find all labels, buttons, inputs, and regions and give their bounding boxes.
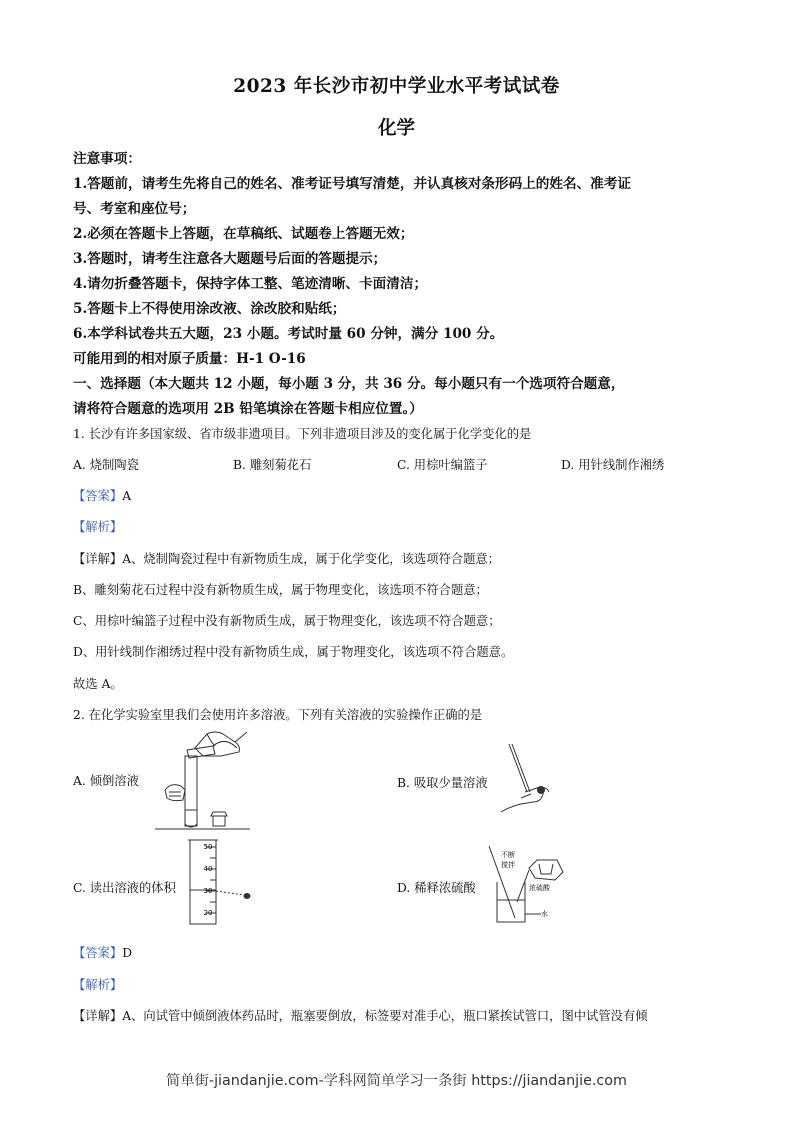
exam-title: 2023 年长沙市初中学业水平考试试卷 [233, 76, 560, 97]
answer-tag: 【答案】 [73, 489, 123, 503]
q1-option-d: D. 用针线制作湘绣 [561, 458, 665, 472]
section-heading-cont: 请将符合题意的选项用 2B 铅笔填涂在答题卡相应位置。） [73, 401, 423, 417]
q2-option-a: A. 倾倒溶液 [73, 774, 139, 788]
cylinder-tick-label: 30 [203, 887, 213, 895]
page-footer: 简单街-jiandanjie.com-学科网简单学习一条街 https://jiandanjie.com [166, 1073, 627, 1089]
note-line: 1.答题前，请考生先将自己的姓名、准考证号填写清楚，并认真核对条形码上的姓名、准考证 [73, 176, 631, 192]
q1-stem: 1. 长沙有许多国家级、省市级非遗项目。下列非遗项目涉及的变化属于化学变化的是 [73, 427, 532, 441]
q1-detail-b: B、雕刻菊花石过程中没有新物质生成，属于物理变化，该选项不符合题意； [73, 583, 488, 597]
note-line: 号、考室和座位号； [73, 201, 196, 217]
note-line: 4.请勿折叠答题卡，保持字体工整、笔迹清晰、卡面清洁； [73, 276, 428, 292]
q1-detail-c: C、用棕叶编篮子过程中没有新物质生成，属于物理变化，该选项不符合题意； [73, 614, 501, 628]
q2-option-b: B. 吸取少量溶液 [397, 776, 488, 790]
q2-option-c: C. 读出溶液的体积 [73, 881, 176, 895]
fig-label: 水 [541, 910, 548, 918]
dropper-figure [497, 742, 552, 814]
note-line: 2.必须在答题卡上答题，在草稿纸、试题卷上答题无效； [73, 226, 414, 242]
answer-value: A [122, 489, 132, 503]
section-heading: 一、选择题（本大题共 12 小题，每小题 3 分，共 36 分。每小题只有一个选项符合题意， [73, 376, 625, 392]
q1-analysis-tag: 【解析】 [73, 520, 123, 534]
note-line: 3.答题时，请考生注意各大题题号后面的答题提示； [73, 251, 387, 267]
cylinder-tick-label: 40 [203, 865, 213, 873]
q1-detail-d: D、用针线制作湘绣过程中没有新物质生成，属于物理变化，该选项不符合题意。 [73, 645, 514, 659]
fig-label: 搅拌 [501, 861, 515, 869]
q2-answer [73, 943, 132, 961]
answer-tag: 【答案】 [73, 946, 123, 960]
q2-stem: 2. 在化学实验室里我们会使用许多溶液。下列有关溶液的实验操作正确的是 [73, 708, 483, 722]
notes-heading: 注意事项： [73, 151, 141, 167]
note-line: 6.本学科试卷共五大题，23 小题。考试时量 60 分钟，满分 100 分。 [73, 326, 504, 342]
graduated-cylinder-figure [188, 836, 253, 926]
q1-option-b: B. 雕刻菊花石 [233, 458, 312, 472]
q1-answer [73, 486, 131, 504]
q1-option-c: C. 用棕叶编篮子 [397, 458, 488, 472]
cylinder-tick-label: 50 [203, 843, 213, 851]
dilute-acid-figure [485, 844, 570, 926]
cylinder-tick-label: 20 [203, 909, 213, 917]
exam-notes [73, 147, 733, 422]
fig-label: 不断 [501, 851, 515, 859]
subject-title: 化学 [377, 118, 415, 139]
q2-analysis-tag: 【解析】 [73, 978, 123, 992]
q1-detail-a: 【详解】A、烧制陶瓷过程中有新物质生成，属于化学变化，该选项符合题意； [73, 552, 500, 566]
pouring-liquid-figure [155, 728, 250, 831]
q1-conclusion: 故选 A。 [73, 677, 123, 691]
note-line: 可能用到的相对原子质量：H-1 O-16 [73, 351, 306, 367]
q2-detail: 【详解】A、向试管中倾倒液体药品时，瓶塞要倒放，标签要对准手心，瓶口紧挨试管口，图中试管没有倾 [73, 1009, 648, 1023]
fig-label: 浓硫酸 [529, 884, 550, 892]
q2-option-d: D. 稀释浓硫酸 [397, 881, 476, 895]
q1-option-a: A. 烧制陶瓷 [73, 458, 139, 472]
note-line: 5.答题卡上不得使用涂改液、涂改胶和贴纸； [73, 301, 346, 317]
answer-value: D [122, 946, 133, 960]
